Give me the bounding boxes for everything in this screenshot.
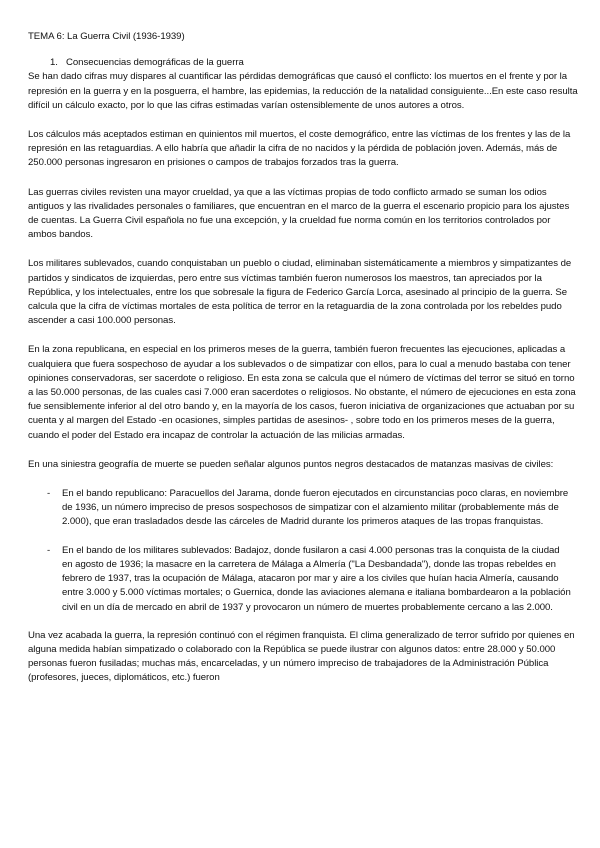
massacre-list: [28, 487, 578, 615]
section-heading-text: Consecuencias demográficas de la guerra: [66, 57, 244, 69]
list-item-text: En el bando de los militares sublevados: Badajoz, donde fusilaron a casi 4.000 personas tras la conquista de la ciudad en agosto de 1936; la masacre en la carretera de Málaga a Almería ("La Desbandada"), donde las tropas rebeldes en febrero de 1937, tras la ocupación de Málaga, atacaron por mar y aire a los civiles que huían hacia Almería, causando entre 3.000 y 5.000 víctimas mortales; o Guernica, donde las aviaciones alemana e italiana bombardearon a la población civil en un día de mercado en abril de 1937 y provocaron un número de muertes probablemente cercano a las 2.000.: [62, 544, 571, 613]
paragraph-4: Los militares sublevados, cuando conquistaban un pueblo o ciudad, eliminaban sistemáticamente a miembros y simpatizantes de partidos y sindicatos de izquierdas, pero entre sus víctimas también fueron numerosos los maestros, tan apreciados por la República, y los intelectuales, entre los que sobresale la figura de Federico García Lorca, asesinado al principio de la guerra. Se calcula que la cifra de víctimas mortales de esta política de terror en la retaguardia de la zona controlada por los rebeldes pudo ascender a casi 100.000 personas.: [28, 258, 572, 327]
list-bullet: -: [47, 544, 51, 556]
paragraph-5: En la zona republicana, en especial en los primeros meses de la guerra, también fueron frecuentes las ejecuciones, aplicadas a cualquiera que fuera sospechoso de ayudar a los sublevados o de simpatizar con ellos, para lo cual a menudo bastaba con tener opiniones conservadoras, ser sacerdote o religioso. En esta zona se calcula que el número de víctimas del terror se situó en torno a las 50.000 personas, de las cuales casi 7.000 eran sacerdotes o religiosos. No obstante, el número de ejecuciones en esta zona fue sensiblemente inferior al del otro bando y, en la mayoría de los casos, fueron iniciativa de organizaciones que actuaban por su cuenta y al margen del Estado -en ocasiones, simples partidas de asesinos- , sobre todo en los primeros meses de la guerra, cuando el poder del Estado era incapaz de controlar la actuación de las milicias armadas.: [28, 344, 576, 441]
paragraph-1: Se han dado cifras muy dispares al cuantificar las pérdidas demográficas que causó el conflicto: los muertos en el frente y por la represión en la guerra y en la posguerra, el hambre, las epidemias, la reducción de la natalidad consiguiente...En este caso resulta difícil un cálculo exacto, por lo que las cifras estimadas varían ostensiblemente de unos autores a otros.: [28, 71, 578, 111]
paragraph-2: Los cálculos más aceptados estiman en quinientos mil muertos, el coste demográfico, entre las víctimas de los frentes y las de la represión en las retaguardias. A ello habría que añadir la cifra de no nacidos y la pérdida de población joven. Además, más de 250.000 personas ingresaron en prisiones o campos de trabajos forzados tras la guerra.: [28, 129, 571, 169]
section-heading: [28, 56, 578, 70]
document-title: TEMA 6: La Guerra Civil (1936-1939): [28, 31, 185, 42]
closing-paragraph: Una vez acabada la guerra, la represión continuó con el régimen franquista. El clima generalizado de terror sufrido por quienes en alguna medida habían simpatizado o colaborado con la República se puede ilustrar con algunos datos: entre 28.000 y 50.000 personas fueron fusiladas; muchas más, encarceladas, y un número impreciso de trabajadores de la Administración Pública (profesores, jueces, diplomáticos, etc.) fueron: [28, 629, 575, 684]
paragraph-3: Las guerras civiles revisten una mayor crueldad, ya que a las víctimas propias de todo conflicto armado se suman los odios antiguos y las rivalidades personales o familiares, que encuentran en el marco de la guerra el escenario propicio para los ajustes de cuentas. La Guerra Civil española no fue una excepción, y la crueldad fue norma común en los territorios controlados por ambos bandos.: [28, 186, 570, 241]
list-bullet: -: [47, 488, 51, 500]
paragraph-6: En una siniestra geografía de muerte se pueden señalar algunos puntos negros destacados de matanzas masivas de civiles:: [28, 458, 554, 470]
section-number: 1.: [50, 57, 58, 69]
list-item: [28, 487, 578, 530]
list-item: [28, 544, 578, 615]
list-item-text: En el bando republicano: Paracuellos del Jarama, donde fueron ejecutados en circunstancias poco claras, en noviembre de 1936, un número impreciso de presos sospechosos de simpatizar con el alzamiento militar (probablemente más de 2.000), que eran trasladados desde las cárceles de Madrid durante los primeros ataques de las tropas franquistas.: [62, 488, 569, 528]
